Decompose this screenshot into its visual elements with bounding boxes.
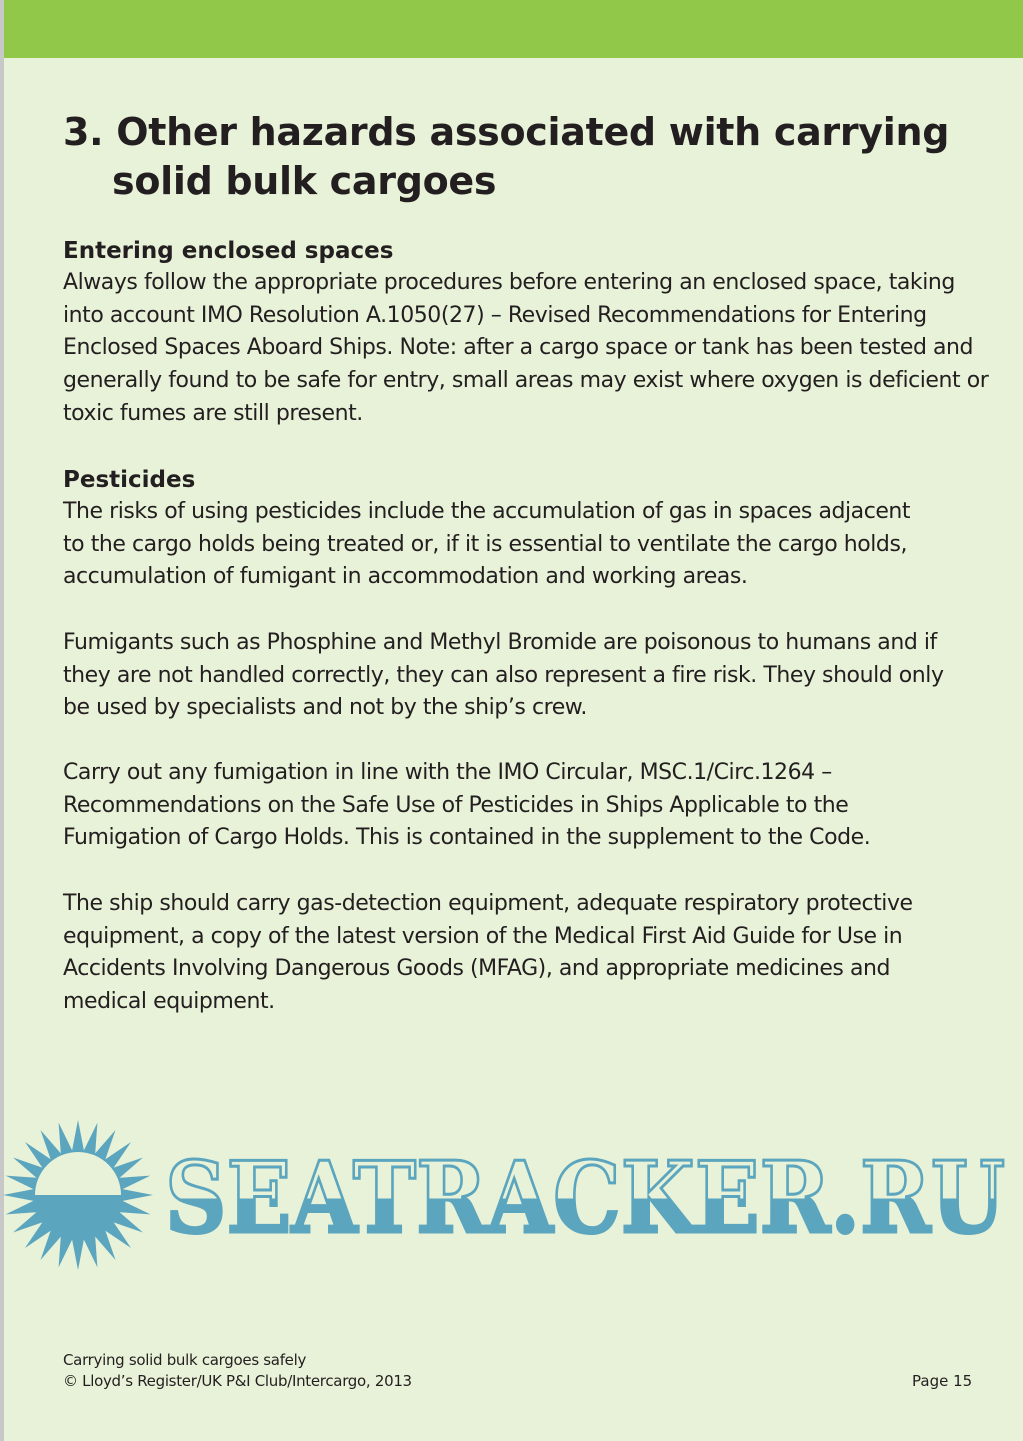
section-heading: Entering enclosed spaces — [63, 238, 394, 264]
paragraph-equipment — [63, 888, 983, 1019]
title-line-1: 3. Other hazards associated with carrying — [63, 110, 950, 154]
page-title — [63, 108, 949, 206]
text-line: The risks of using pesticides include the accumulation of gas in spaces adjacent — [63, 499, 911, 524]
text-line: be used by specialists and not by the ship’s crew. — [63, 695, 587, 721]
footer-copyright: © Lloyd’s Register/UK P&I Club/Intercargo, 2013 — [63, 1372, 412, 1390]
title-line-2: solid bulk cargoes — [112, 159, 497, 203]
text-line: into account IMO Resolution A.1050(27) – Revised Recommendations for Entering — [63, 302, 927, 328]
text-line: Carry out any fumigation in line with the IMO Circular, MSC.1/Circ.1264 – — [63, 760, 832, 785]
section-pesticides — [63, 464, 983, 594]
page-number: Page 15 — [912, 1372, 973, 1390]
paragraph-fumigants — [63, 627, 983, 725]
text-line: accumulation of fumigant in accommodation and working areas. — [63, 564, 748, 590]
text-line: The ship should carry gas-detection equipment, adequate respiratory protective — [63, 891, 913, 916]
watermark-text: SEATRACKER.RU — [165, 1141, 1005, 1256]
text-line: medical equipment. — [63, 989, 275, 1015]
text-line: toxic fumes are still present. — [63, 400, 363, 426]
text-line: generally found to be safe for entry, small areas may exist where oxygen is deficient or — [63, 368, 989, 394]
footer-title: Carrying solid bulk cargoes safely — [63, 1351, 307, 1369]
text-line: equipment, a copy of the latest version of the Medical First Aid Guide for Use in — [63, 923, 903, 949]
section-heading: Pesticides — [63, 467, 196, 493]
text-line: Fumigation of Cargo Holds. This is contained in the supplement to the Code. — [63, 825, 871, 851]
text-line: Fumigants such as Phosphine and Methyl Bromide are poisonous to humans and if — [63, 630, 937, 655]
text-line: Recommendations on the Safe Use of Pesticides in Ships Applicable to the — [63, 792, 849, 818]
text-line: they are not handled correctly, they can also represent a fire risk. They should only — [63, 662, 944, 688]
text-line: Enclosed Spaces Aboard Ships. Note: after a cargo space or tank has been tested and — [63, 335, 974, 361]
text-line: Always follow the appropriate procedures before entering an enclosed space, taking — [63, 270, 955, 295]
section-enclosed-spaces — [63, 235, 989, 431]
watermark-logo — [0, 1120, 1023, 1271]
paragraph-fumigation — [63, 757, 983, 855]
header-bar — [4, 0, 1023, 58]
text-line: Accidents Involving Dangerous Goods (MFAG), and appropriate medicines and — [63, 956, 890, 982]
text-line: to the cargo holds being treated or, if it is essential to ventilate the cargo holds, — [63, 531, 908, 557]
sun-icon — [3, 1120, 153, 1270]
